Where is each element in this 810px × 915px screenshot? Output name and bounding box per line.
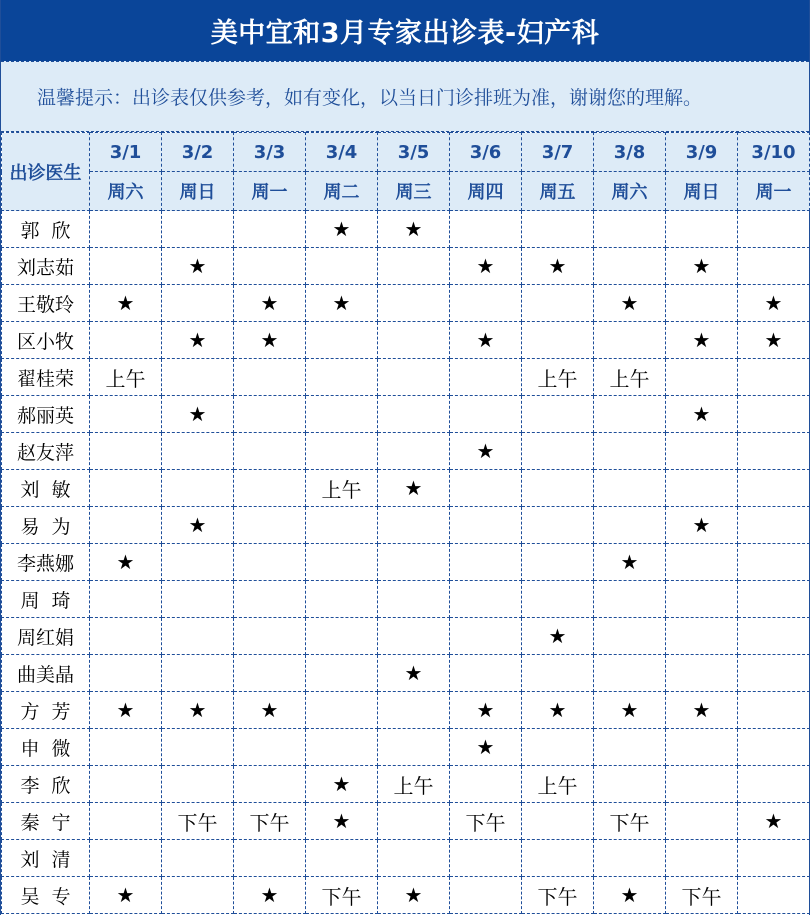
- doctor-name: 申 微: [2, 729, 90, 766]
- doctor-row: [2, 248, 810, 285]
- schedule-cell: [738, 359, 810, 396]
- weekday-header-cell: 周日: [666, 172, 738, 211]
- doctor-column-header: 出诊医生: [2, 133, 90, 211]
- doctor-row: [2, 877, 810, 914]
- schedule-cell: [162, 877, 234, 914]
- schedule-cell: [90, 211, 162, 248]
- doctor-row: [2, 729, 810, 766]
- doctor-name: 周 琦: [2, 581, 90, 618]
- weekday-header-cell: 周日: [162, 172, 234, 211]
- schedule-cell: [90, 470, 162, 507]
- schedule-cell: [666, 433, 738, 470]
- schedule-cell: [594, 729, 666, 766]
- schedule-cell: ★: [90, 285, 162, 322]
- schedule-cell: [450, 285, 522, 322]
- schedule-cell: ★: [162, 692, 234, 729]
- schedule-cell: [306, 359, 378, 396]
- schedule-cell: [450, 618, 522, 655]
- schedule-cell: [306, 655, 378, 692]
- schedule-cell: [234, 618, 306, 655]
- schedule-cell: ★: [522, 618, 594, 655]
- schedule-cell: [90, 507, 162, 544]
- schedule-cell: [666, 285, 738, 322]
- schedule-cell: [306, 507, 378, 544]
- schedule-cell: [450, 359, 522, 396]
- schedule-cell: [162, 766, 234, 803]
- schedule-cell: [306, 396, 378, 433]
- schedule-cell: ★: [594, 285, 666, 322]
- schedule-cell: [378, 729, 450, 766]
- schedule-cell: [522, 211, 594, 248]
- schedule-cell: ★: [234, 692, 306, 729]
- weekday-header-cell: 周二: [306, 172, 378, 211]
- schedule-cell: [306, 840, 378, 877]
- weekday-header-cell: 周一: [738, 172, 810, 211]
- schedule-cell: ★: [666, 322, 738, 359]
- doctor-row: [2, 766, 810, 803]
- schedule-cell: 上午: [522, 766, 594, 803]
- date-header-cell: 3/8: [594, 133, 666, 172]
- schedule-cell: [306, 618, 378, 655]
- schedule-cell: ★: [306, 766, 378, 803]
- schedule-cell: [306, 322, 378, 359]
- schedule-cell: [234, 766, 306, 803]
- weekday-header-cell: 周三: [378, 172, 450, 211]
- schedule-cell: [162, 840, 234, 877]
- schedule-cell: ★: [666, 396, 738, 433]
- schedule-cell: ★: [594, 544, 666, 581]
- doctor-name: 曲美晶: [2, 655, 90, 692]
- schedule-cell: [666, 840, 738, 877]
- schedule-cell: ★: [666, 692, 738, 729]
- schedule-cell: [522, 396, 594, 433]
- schedule-cell: [522, 507, 594, 544]
- schedule-cell: [738, 248, 810, 285]
- schedule-cell: [522, 544, 594, 581]
- schedule-cell: [378, 396, 450, 433]
- schedule-cell: [522, 470, 594, 507]
- schedule-cell: [738, 729, 810, 766]
- schedule-cell: [378, 803, 450, 840]
- schedule-cell: [378, 692, 450, 729]
- schedule-cell: [378, 322, 450, 359]
- schedule-cell: 下午: [162, 803, 234, 840]
- doctor-row: [2, 322, 810, 359]
- schedule-cell: 上午: [522, 359, 594, 396]
- doctor-row: [2, 803, 810, 840]
- schedule-cell: ★: [90, 544, 162, 581]
- schedule-cell: [594, 766, 666, 803]
- schedule-cell: [522, 285, 594, 322]
- schedule-cell: [90, 766, 162, 803]
- doctor-name: 郭 欣: [2, 211, 90, 248]
- doctor-row: [2, 433, 810, 470]
- date-header-cell: 3/10: [738, 133, 810, 172]
- schedule-cell: [90, 248, 162, 285]
- weekday-header-cell: 周一: [234, 172, 306, 211]
- schedule-cell: [594, 322, 666, 359]
- schedule-cell: ★: [162, 322, 234, 359]
- doctor-row: [2, 359, 810, 396]
- schedule-cell: [90, 655, 162, 692]
- schedule-cell: [162, 211, 234, 248]
- schedule-cell: ★: [738, 322, 810, 359]
- doctor-row: [2, 840, 810, 877]
- schedule-cell: [162, 285, 234, 322]
- page-title: 美中宜和3月专家出诊表-妇产科: [1, 0, 809, 61]
- schedule-cell: [306, 544, 378, 581]
- schedule-cell: 上午: [90, 359, 162, 396]
- schedule-cell: [90, 803, 162, 840]
- schedule-cell: [234, 581, 306, 618]
- schedule-cell: [306, 248, 378, 285]
- schedule-cell: [594, 433, 666, 470]
- date-header-cell: 3/2: [162, 133, 234, 172]
- schedule-cell: ★: [378, 470, 450, 507]
- schedule-cell: [522, 322, 594, 359]
- doctor-name: 李燕娜: [2, 544, 90, 581]
- schedule-cell: [666, 655, 738, 692]
- schedule-cell: ★: [162, 507, 234, 544]
- schedule-cell: [666, 618, 738, 655]
- schedule-cell: ★: [90, 692, 162, 729]
- doctor-row: [2, 692, 810, 729]
- schedule-cell: ★: [666, 507, 738, 544]
- schedule-cell: [378, 248, 450, 285]
- doctor-name: 秦 宁: [2, 803, 90, 840]
- schedule-cell: [162, 618, 234, 655]
- schedule-cell: 下午: [234, 803, 306, 840]
- schedule-cell: [450, 766, 522, 803]
- schedule-cell: [594, 507, 666, 544]
- schedule-cell: [90, 396, 162, 433]
- schedule-cell: [378, 840, 450, 877]
- date-header-cell: 3/7: [522, 133, 594, 172]
- date-header-cell: 3/1: [90, 133, 162, 172]
- doctor-name: 方 芳: [2, 692, 90, 729]
- schedule-cell: ★: [306, 211, 378, 248]
- schedule-cell: [666, 470, 738, 507]
- schedule-cell: [666, 544, 738, 581]
- doctor-name: 易 为: [2, 507, 90, 544]
- schedule-cell: [378, 544, 450, 581]
- schedule-cell: [666, 803, 738, 840]
- schedule-cell: [162, 655, 234, 692]
- doctor-name: 郝丽英: [2, 396, 90, 433]
- schedule-cell: [738, 581, 810, 618]
- schedule-cell: [738, 396, 810, 433]
- schedule-cell: ★: [450, 433, 522, 470]
- schedule-table: [1, 132, 810, 914]
- schedule-cell: [738, 211, 810, 248]
- schedule-cell: [738, 470, 810, 507]
- schedule-cell: [450, 396, 522, 433]
- weekday-header-row: [2, 172, 810, 211]
- schedule-cell: [378, 507, 450, 544]
- schedule-cell: [90, 729, 162, 766]
- schedule-cell: ★: [738, 285, 810, 322]
- schedule-cell: [738, 692, 810, 729]
- schedule-cell: [162, 729, 234, 766]
- schedule-cell: [450, 507, 522, 544]
- schedule-cell: [90, 581, 162, 618]
- schedule-cell: [306, 581, 378, 618]
- schedule-cell: [306, 433, 378, 470]
- schedule-cell: [594, 840, 666, 877]
- schedule-cell: [162, 544, 234, 581]
- schedule-cell: 下午: [306, 877, 378, 914]
- schedule-cell: [378, 433, 450, 470]
- schedule-cell: ★: [378, 211, 450, 248]
- schedule-cell: [522, 655, 594, 692]
- schedule-cell: [666, 211, 738, 248]
- doctor-row: [2, 507, 810, 544]
- doctor-row: [2, 396, 810, 433]
- schedule-cell: [738, 655, 810, 692]
- schedule-cell: [90, 840, 162, 877]
- schedule-cell: ★: [594, 692, 666, 729]
- schedule-cell: [234, 729, 306, 766]
- schedule-cell: [450, 840, 522, 877]
- weekday-header-cell: 周六: [90, 172, 162, 211]
- doctor-row: [2, 655, 810, 692]
- schedule-cell: [450, 544, 522, 581]
- schedule-cell: ★: [306, 803, 378, 840]
- schedule-cell: ★: [522, 248, 594, 285]
- schedule-cell: [738, 507, 810, 544]
- schedule-cell: [450, 655, 522, 692]
- schedule-cell: [738, 544, 810, 581]
- schedule-cell: [666, 729, 738, 766]
- date-header-cell: 3/4: [306, 133, 378, 172]
- doctor-name: 王敬玲: [2, 285, 90, 322]
- schedule-cell: [234, 433, 306, 470]
- schedule-cell: [306, 692, 378, 729]
- doctor-name: 刘 敏: [2, 470, 90, 507]
- schedule-cell: [90, 322, 162, 359]
- schedule-cell: 下午: [666, 877, 738, 914]
- schedule-cell: ★: [234, 877, 306, 914]
- schedule-cell: [378, 581, 450, 618]
- notice-text: 温馨提示：出诊表仅供参考，如有变化，以当日门诊排班为准，谢谢您的理解。: [37, 87, 703, 109]
- doctor-name: 翟桂荣: [2, 359, 90, 396]
- schedule-cell: [666, 766, 738, 803]
- schedule-cell: [450, 581, 522, 618]
- doctor-row: [2, 285, 810, 322]
- schedule-cell: [594, 470, 666, 507]
- schedule-cell: ★: [522, 692, 594, 729]
- weekday-header-cell: 周五: [522, 172, 594, 211]
- date-header-cell: 3/6: [450, 133, 522, 172]
- doctor-row: [2, 470, 810, 507]
- schedule-body: [2, 211, 810, 914]
- schedule-cell: [594, 396, 666, 433]
- schedule-cell: [522, 433, 594, 470]
- schedule-cell: [234, 507, 306, 544]
- schedule-cell: ★: [450, 248, 522, 285]
- schedule-cell: ★: [234, 322, 306, 359]
- schedule-cell: [594, 581, 666, 618]
- doctor-name: 赵友萍: [2, 433, 90, 470]
- schedule-cell: [162, 581, 234, 618]
- schedule-cell: ★: [234, 285, 306, 322]
- schedule-cell: [738, 766, 810, 803]
- date-header-row: [2, 133, 810, 172]
- schedule-cell: ★: [378, 877, 450, 914]
- doctor-name: 区小牧: [2, 322, 90, 359]
- schedule-cell: [162, 359, 234, 396]
- schedule-cell: ★: [450, 322, 522, 359]
- schedule-cell: 下午: [594, 803, 666, 840]
- schedule-cell: 上午: [378, 766, 450, 803]
- schedule-cell: [738, 433, 810, 470]
- schedule-cell: [378, 359, 450, 396]
- schedule-cell: [234, 396, 306, 433]
- schedule-cell: [234, 359, 306, 396]
- schedule-cell: 上午: [594, 359, 666, 396]
- schedule-cell: [378, 285, 450, 322]
- schedule-cell: [522, 840, 594, 877]
- schedule-cell: [162, 433, 234, 470]
- schedule-cell: ★: [666, 248, 738, 285]
- doctor-row: [2, 211, 810, 248]
- doctor-name: 李 欣: [2, 766, 90, 803]
- schedule-cell: [738, 877, 810, 914]
- schedule-cell: ★: [738, 803, 810, 840]
- schedule-cell: [666, 581, 738, 618]
- schedule-cell: [594, 655, 666, 692]
- date-header-cell: 3/5: [378, 133, 450, 172]
- schedule-cell: [522, 803, 594, 840]
- schedule-cell: 下午: [522, 877, 594, 914]
- weekday-header-cell: 周四: [450, 172, 522, 211]
- schedule-cell: [522, 581, 594, 618]
- doctor-name: 吴 专: [2, 877, 90, 914]
- schedule-cell: ★: [378, 655, 450, 692]
- schedule-cell: [162, 470, 234, 507]
- schedule-cell: [378, 618, 450, 655]
- date-header-cell: 3/3: [234, 133, 306, 172]
- schedule-cell: [306, 729, 378, 766]
- schedule-cell: [234, 544, 306, 581]
- schedule-cell: [594, 211, 666, 248]
- schedule-cell: [594, 248, 666, 285]
- doctor-name: 周红娟: [2, 618, 90, 655]
- date-header-cell: 3/9: [666, 133, 738, 172]
- schedule-cell: [234, 840, 306, 877]
- schedule-cell: [90, 433, 162, 470]
- doctor-row: [2, 618, 810, 655]
- schedule-cell: 上午: [306, 470, 378, 507]
- notice-banner: [1, 61, 809, 132]
- schedule-cell: ★: [450, 729, 522, 766]
- schedule-cell: [738, 840, 810, 877]
- weekday-header-cell: 周六: [594, 172, 666, 211]
- schedule-cell: [666, 359, 738, 396]
- schedule-cell: [90, 618, 162, 655]
- schedule-cell: ★: [594, 877, 666, 914]
- schedule-cell: ★: [306, 285, 378, 322]
- schedule-cell: [234, 655, 306, 692]
- doctor-name: 刘志茹: [2, 248, 90, 285]
- schedule-cell: ★: [162, 248, 234, 285]
- schedule-cell: [450, 877, 522, 914]
- schedule-cell: [450, 470, 522, 507]
- schedule-cell: [234, 470, 306, 507]
- schedule-cell: [450, 211, 522, 248]
- schedule-cell: [522, 729, 594, 766]
- schedule-cell: [234, 248, 306, 285]
- schedule-cell: ★: [90, 877, 162, 914]
- schedule-cell: [234, 211, 306, 248]
- schedule-cell: [738, 618, 810, 655]
- schedule-cell: ★: [450, 692, 522, 729]
- doctor-name: 刘 清: [2, 840, 90, 877]
- schedule-cell: 下午: [450, 803, 522, 840]
- schedule-cell: ★: [162, 396, 234, 433]
- doctor-row: [2, 544, 810, 581]
- schedule-cell: [594, 618, 666, 655]
- doctor-row: [2, 581, 810, 618]
